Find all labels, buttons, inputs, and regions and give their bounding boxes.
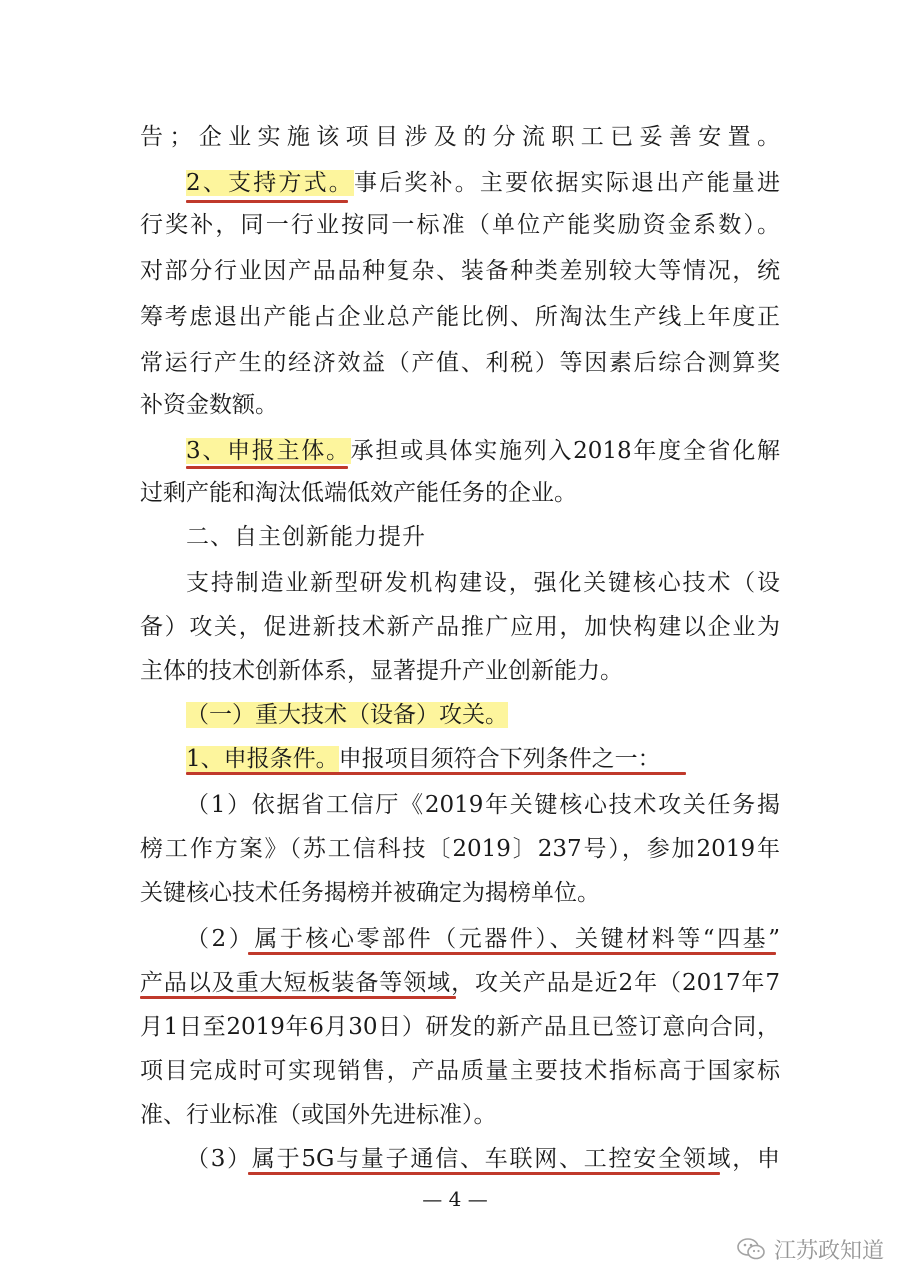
section-label-applicant: 3、申报主体。 — [186, 438, 351, 464]
text-line: 项目完成时可实现销售，产品质量主要技术指标高于国家标 — [140, 1058, 780, 1084]
underlined-text: 产品以及重大短板装备等领域 — [140, 970, 452, 996]
underline-mark — [248, 952, 776, 955]
text-line: 常运行产生的经济效益（产值、利税）等因素后综合测算奖 — [140, 350, 780, 376]
watermark — [736, 1232, 884, 1266]
subheading-line — [186, 700, 586, 730]
section-label-conditions: 1、申报条件。 — [186, 746, 339, 772]
page-number: — 4 — — [422, 1187, 488, 1211]
text-line: 主体的技术创新体系，显著提升产业创新能力。 — [140, 658, 623, 684]
wechat-icon — [736, 1236, 766, 1262]
text-span: 承担或具体实施列入2018年度全省化解 — [350, 438, 780, 464]
text-line: 榜工作方案》（苏工信科技〔2019〕237号），参加2019年 — [140, 836, 780, 862]
text-line: 过剩产能和淘汰低端低效产能任务的企业。 — [140, 480, 577, 506]
underlined-text: 属于5G与量子通信、车联网、工控安全领域 — [251, 1146, 733, 1172]
text-line: 备）攻关，促进新技术新产品推广应用，加快构建以企业为 — [140, 614, 780, 640]
text-line: 月1日至2019年6月30日）研发的新产品且已签订意向合同， — [140, 1014, 780, 1040]
text-line: 补资金数额。 — [140, 392, 278, 418]
underlined-text: 属于核心零部件（元器件）、关键材料等“四基” — [254, 926, 780, 952]
underline-mark — [186, 466, 348, 469]
text-line: （1）依据省工信厅《2019年关键核心技术攻关任务揭 — [186, 792, 780, 818]
underline-mark — [186, 200, 348, 203]
underline-mark — [140, 996, 456, 999]
section-label-support: 2、支持方式。 — [186, 170, 354, 196]
text-line: 筹考虑退出产能占企业总产能比例、所淘汰生产线上年度正 — [140, 304, 780, 330]
text-line — [186, 744, 746, 774]
text-line — [140, 436, 780, 466]
text-span: ，申 — [732, 1146, 781, 1172]
text-line: 支持制造业新型研发机构建设，强化关键核心技术（设 — [186, 570, 780, 596]
text-line: 对部分行业因产品品种复杂、装备种类差别较大等情况，统 — [140, 258, 780, 284]
text-line — [140, 168, 780, 198]
text-span: （3） — [186, 1146, 252, 1172]
underline-mark — [186, 772, 686, 775]
text-line: 行奖补，同一行业按同一标准（单位产能奖励资金系数）。 — [140, 212, 780, 238]
text-span: （2） — [186, 926, 255, 952]
text-span: ，攻关产品是近2年（2017年7 — [451, 970, 780, 996]
text-span: 事后奖补。主要依据实际退出产能量进 — [353, 170, 781, 196]
text-line — [186, 1144, 780, 1174]
text-line: 关键核心技术任务揭榜并被确定为揭榜单位。 — [140, 880, 600, 906]
section-heading: 二、自主创新能力提升 — [186, 524, 426, 550]
text-line — [140, 968, 780, 998]
underline-mark — [248, 1172, 720, 1175]
watermark-text: 江苏政知道 — [773, 1238, 884, 1264]
text-line: 告；企业实施该项目涉及的分流职工已妥善安置。 — [140, 124, 780, 150]
text-span: 申报项目须符合下列条件之一： — [338, 746, 661, 772]
text-line: 准、行业标准（或国外先进标准）。 — [140, 1102, 497, 1128]
text-line — [186, 924, 780, 954]
subheading-major-tech: （一）重大技术（设备）攻关。 — [186, 702, 508, 728]
